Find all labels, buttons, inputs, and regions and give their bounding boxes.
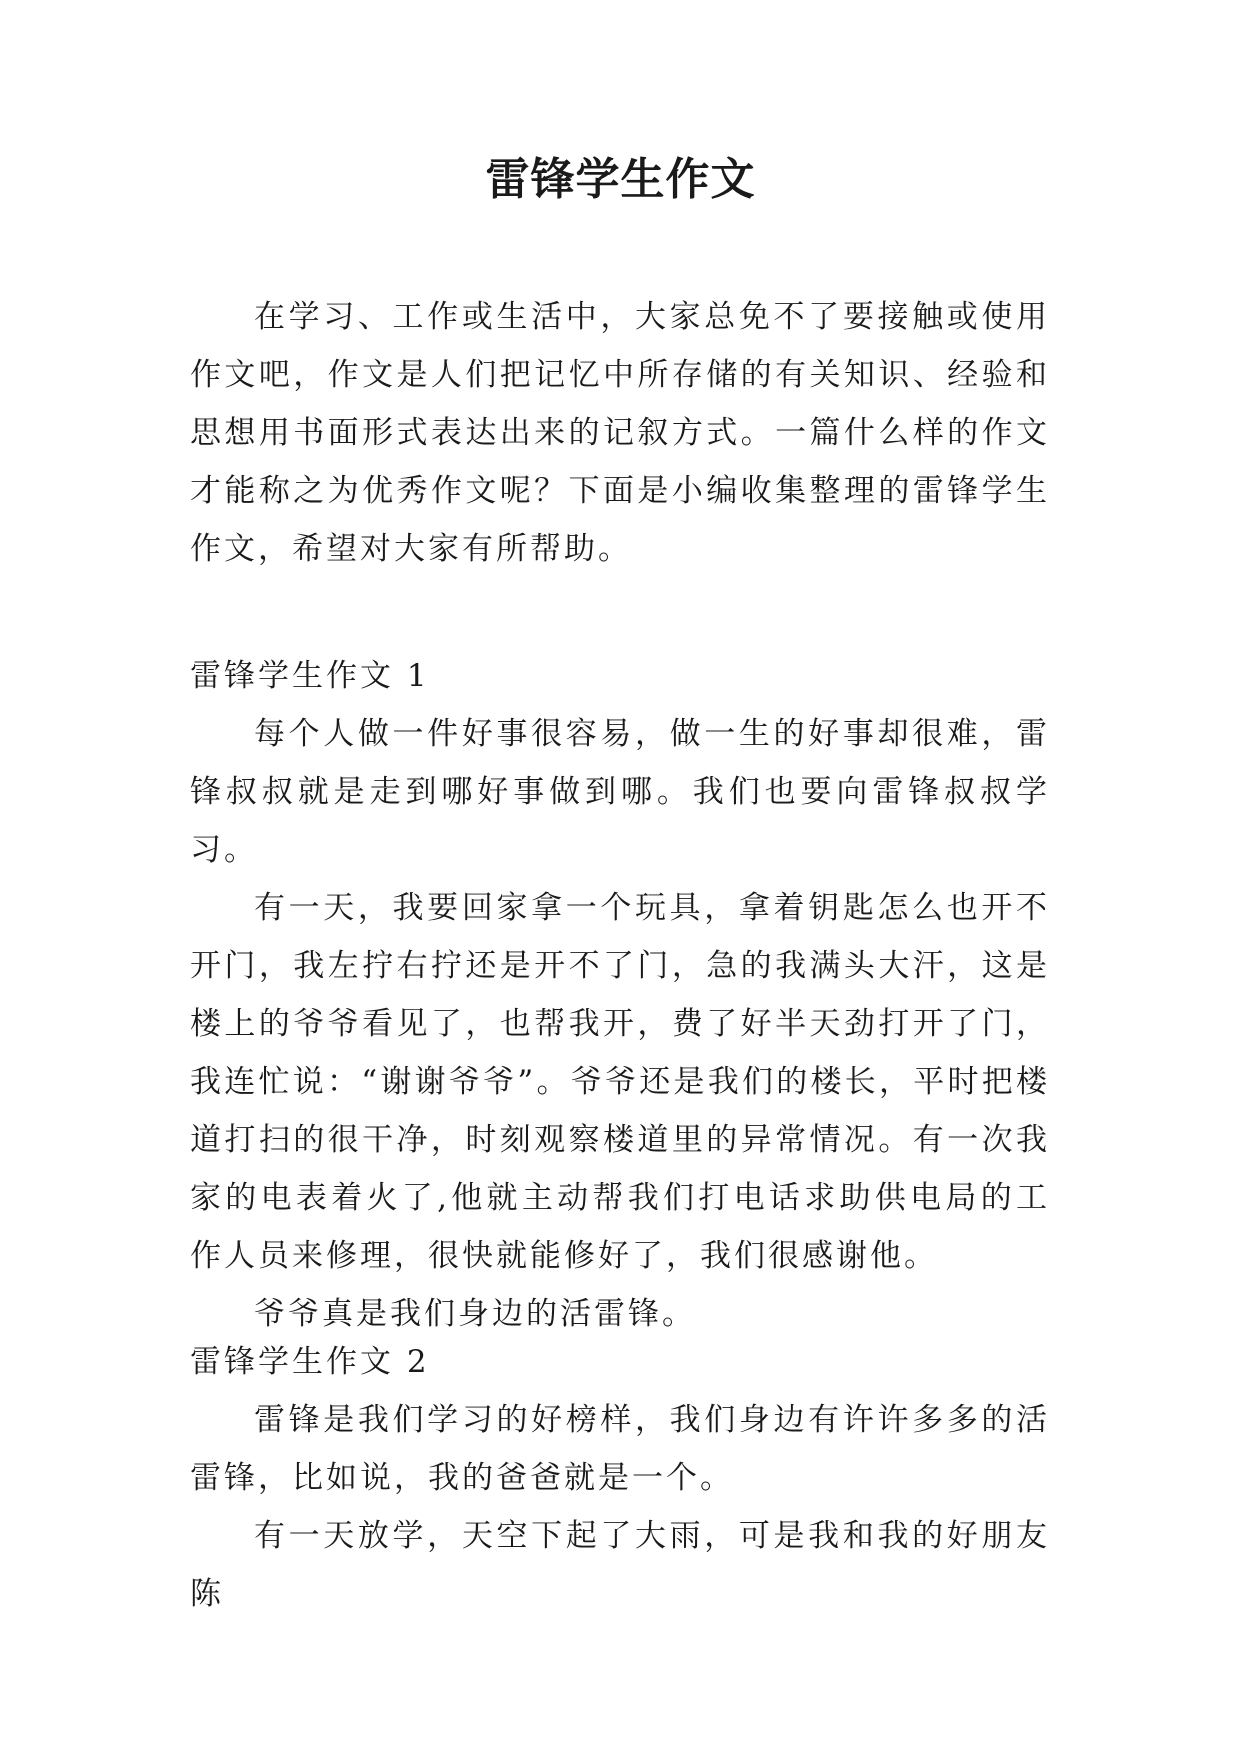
document-title: 雷锋学生作文 — [485, 154, 756, 205]
section-heading: 雷锋学生作文 2 — [190, 1344, 430, 1380]
paragraph: 每个人做一件好事很容易，做一生的好事却很难，雷锋叔叔就是走到哪好事做到哪。我们也要向雷锋叔叔学习。 — [190, 716, 1050, 868]
paragraph: 雷锋是我们学习的好榜样，我们身边有许许多多的活雷锋，比如说，我的爸爸就是一个。 — [190, 1402, 1050, 1496]
intro-paragraph: 在学习、工作或生活中，大家总免不了要接触或使用作文吧，作文是人们把记忆中所存储的有关知识、经验和思想用书面形式表达出来的记叙方式。一篇什么样的作文才能称之为优秀作文呢？下面是小编收集整理的雷锋学生作文，希望对大家有所帮助。 — [190, 299, 1050, 567]
section-1 — [190, 647, 1050, 1343]
paragraph: 有一天，我要回家拿一个玩具，拿着钥匙怎么也开不开门，我左拧右拧还是开不了门，急的我满头大汗，这是楼上的爷爷看见了，也帮我开，费了好半天劲打开了门，我连忙说：“谢谢爷爷”。爷爷还是我们的楼长，平时把楼道打扫的很干净，时刻观察楼道里的异常情况。有一次我家的电表着火了,他就主动帮我们打电话求助供电局的工作人员来修理，很快就能修好了，我们很感谢他。 — [190, 890, 1050, 1274]
paragraph: 有一天放学，天空下起了大雨，可是我和我的好朋友陈 — [190, 1518, 1050, 1612]
section-2 — [190, 1333, 1050, 1623]
intro-block — [190, 288, 1050, 578]
paragraph: 爷爷真是我们身边的活雷锋。 — [254, 1296, 696, 1332]
section-heading: 雷锋学生作文 1 — [190, 658, 430, 694]
